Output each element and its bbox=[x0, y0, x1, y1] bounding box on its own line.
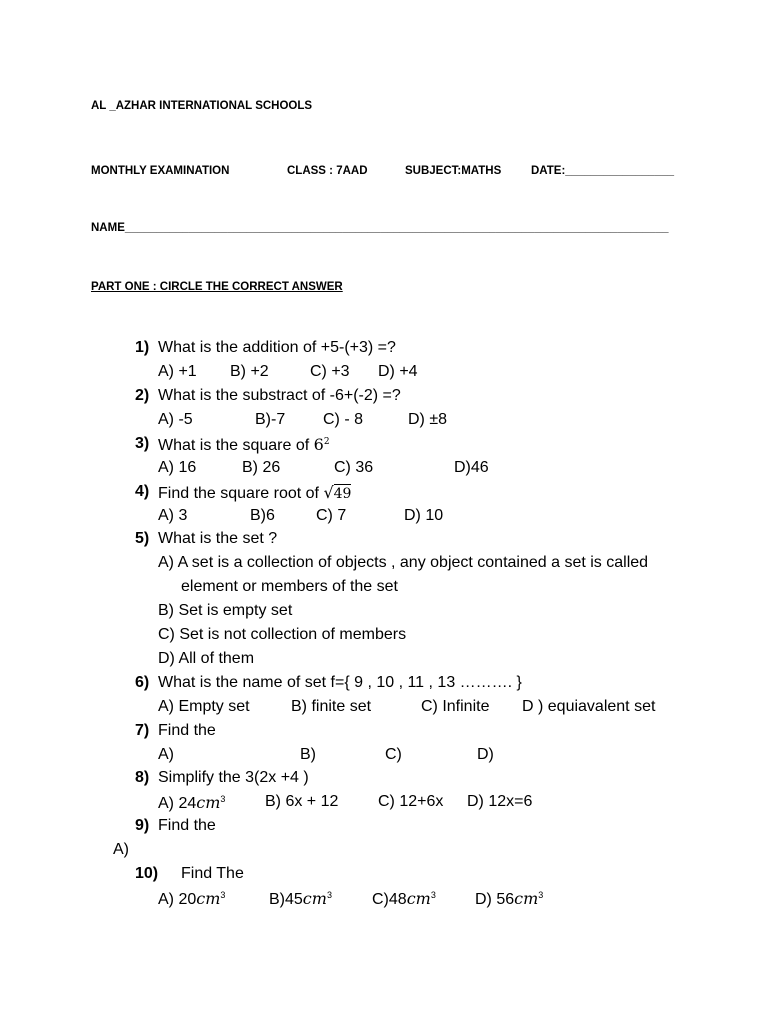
name-field: NAME_____________________________________________________________________________________ bbox=[91, 222, 669, 234]
q7-option-b: B) bbox=[300, 746, 316, 763]
q2-option-d: D) ±8 bbox=[408, 411, 448, 428]
q5-option-a-line2: element or members of the set bbox=[181, 578, 398, 595]
q7-option-c: C) bbox=[385, 746, 402, 763]
q6-option-c: C) Infinite bbox=[421, 698, 490, 715]
part-one-heading: PART ONE : CIRCLE THE CORRECT ANSWER bbox=[91, 281, 343, 293]
q4-text-line bbox=[158, 483, 351, 503]
q3-option-c: C) 36 bbox=[334, 459, 374, 476]
q2-option-b: B)-7 bbox=[255, 411, 286, 428]
q5-option-a-line1: A) A set is a collection of objects , any object contained a set is called bbox=[158, 554, 649, 571]
q2-option-a: A) -5 bbox=[158, 411, 193, 428]
q6-option-b: B) finite set bbox=[291, 698, 372, 715]
q8-number: 8) bbox=[135, 769, 150, 786]
q6-option-a: A) Empty set bbox=[158, 698, 250, 715]
q3-expression: $6^2$ bbox=[313, 435, 330, 454]
q6-option-d: D ) equiavalent set bbox=[522, 698, 656, 715]
q4-radical-expression: √49 bbox=[323, 483, 352, 502]
q5-option-d: D) All of them bbox=[158, 650, 255, 667]
q10-number: 10) bbox=[135, 865, 159, 882]
q4-number: 4) bbox=[135, 483, 150, 500]
q2-number: 2) bbox=[135, 387, 150, 404]
q3-number: 3) bbox=[135, 435, 150, 452]
q9-number: 9) bbox=[135, 817, 150, 834]
q1-option-c: C) +3 bbox=[310, 363, 350, 380]
q6-number: 6) bbox=[135, 674, 150, 691]
q3-option-a: A) 16 bbox=[158, 459, 197, 476]
q1-text: What is the addition of +5-(+3) =? bbox=[158, 339, 396, 356]
q2-option-c: C) - 8 bbox=[323, 411, 363, 428]
q10-option-b: $B)45cm^3$ bbox=[269, 889, 332, 908]
q7-option-d: D) bbox=[477, 746, 494, 763]
q10-option-a: A) $20cm^3$ bbox=[158, 889, 226, 908]
q3-text: What is the square of bbox=[158, 437, 310, 454]
q7-number: 7) bbox=[135, 722, 150, 739]
q4-text: Find the square root of bbox=[158, 485, 319, 502]
q8-option-d: D) 12x=6 bbox=[467, 793, 533, 810]
q1-option-b: B) +2 bbox=[230, 363, 269, 380]
q10-option-d: D) $56cm^3$ bbox=[475, 889, 544, 908]
q8-option-b: B) 6x + 12 bbox=[265, 793, 339, 810]
q4-option-d: D) 10 bbox=[404, 507, 444, 524]
q9-text: Find the bbox=[158, 817, 216, 834]
q1-number: 1) bbox=[135, 339, 150, 356]
q8-text: Simplify the 3(2x +4 ) bbox=[158, 769, 309, 786]
q5-option-b: B) Set is empty set bbox=[158, 602, 293, 619]
q3-option-b: B) 26 bbox=[242, 459, 281, 476]
q1-option-d: D) +4 bbox=[378, 363, 418, 380]
q5-option-c: C) Set is not collection of members bbox=[158, 626, 407, 643]
q1-option-a: A) +1 bbox=[158, 363, 197, 380]
q7-text: Find the bbox=[158, 722, 216, 739]
q10-text: Find The bbox=[181, 865, 244, 882]
q4-option-b: B)6 bbox=[250, 507, 275, 524]
q6-text: What is the name of set f={ 9 , 10 , 11 , 13 ………. } bbox=[158, 674, 522, 691]
q5-number: 5) bbox=[135, 530, 150, 547]
q8-option-a: A) $24cm^3$ bbox=[158, 793, 226, 812]
class-label: CLASS : 7AAD bbox=[287, 165, 368, 177]
q3-option-d: D)46 bbox=[454, 459, 489, 476]
q4-option-a: A) 3 bbox=[158, 507, 188, 524]
q5-text: What is the set ? bbox=[158, 530, 278, 547]
exam-title: MONTHLY EXAMINATION bbox=[91, 165, 230, 177]
school-name: AL _AZHAR INTERNATIONAL SCHOOLS bbox=[91, 100, 313, 112]
q8-option-c: C) 12+6x bbox=[378, 793, 444, 810]
q10-option-c: $C)48cm^3$ bbox=[372, 889, 436, 908]
date-field: DATE:_________________ bbox=[531, 165, 675, 177]
q3-text-line bbox=[158, 435, 330, 455]
subject-label: SUBJECT:MATHS bbox=[405, 165, 502, 177]
q9-option-a: A) bbox=[113, 841, 129, 858]
q2-text: What is the substract of -6+(-2) =? bbox=[158, 387, 401, 404]
q4-option-c: C) 7 bbox=[316, 507, 347, 524]
q7-option-a: A) bbox=[158, 746, 174, 763]
